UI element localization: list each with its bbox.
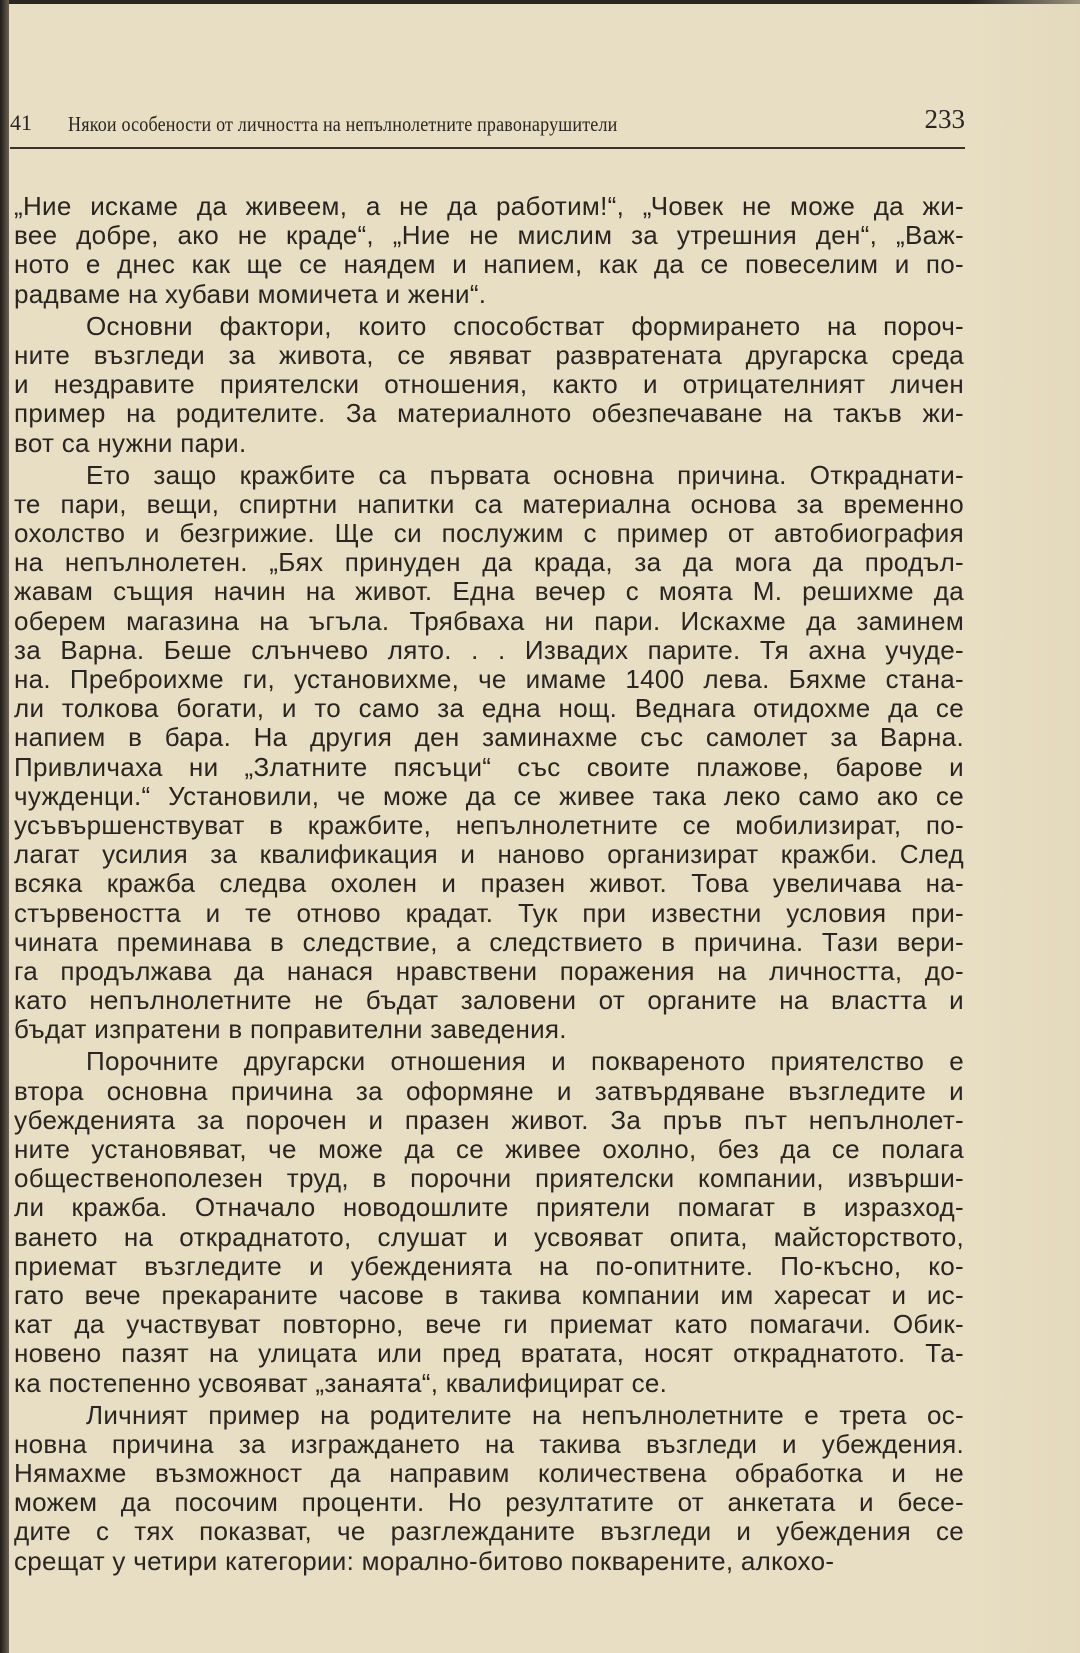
text-line: ли толкова богати, и то само за една нощ. Веднага отидохме да се [14, 693, 964, 724]
text-line: бъдат изпратени в поправителни заведения. [14, 1014, 567, 1045]
text-line: и нездравите приятелски отношения, както и отрицателният личен [14, 369, 964, 400]
text-line: чината преминава в следствие, а следствието в причина. Тази вери- [14, 926, 964, 957]
text-line: ните установяват, че може да се живее охолно, без да се полага [14, 1134, 964, 1164]
text-line: жавам същия начин на живот. Една вечер с моята М. решихме да [14, 576, 964, 607]
text-line: охолство и безгрижие. Ще си послужим с пример от автобиография [14, 518, 964, 549]
header-rule [10, 147, 965, 149]
body-text [14, 192, 964, 1579]
text-line: вее добре, ако не краде“, „Ние не мислим за утрешния ден“, „Важ- [14, 220, 964, 251]
text-line: ните възгледи за живота, се явяват развратената другарска среда [14, 339, 964, 370]
paragraph [14, 1401, 964, 1576]
text-line: ка постепенно усвояват „занаята“, квалифицират се. [14, 1367, 668, 1398]
text-line: Личният пример на родителите на непълнолетните е трета ос- [86, 1399, 964, 1430]
text-line: ването на откраднатото, слушат и усвояват опита, майсторството, [14, 1221, 964, 1252]
text-line: на. Преброихме ги, установихме, че имаме 1400 лева. Бяхме стана- [14, 664, 964, 694]
text-line: те пари, вещи, спиртни напитки са материална основа за временно [14, 488, 964, 519]
text-line: можем да посочим проценти. Но резултатите от анкетата и бесе- [14, 1487, 964, 1518]
text-line: га продължава да нанася нравствени поражения на личността, до- [14, 955, 964, 986]
paragraph [14, 312, 964, 458]
running-header [10, 104, 965, 138]
paragraph [14, 1047, 964, 1397]
text-line: на непълнолетен. „Бях принуден да крада, за да мога да продъл- [14, 547, 964, 578]
text-line: Привличаха ни „Златните пясъци“ със своите плажове, барове и [14, 751, 964, 782]
paragraph [14, 461, 964, 1045]
text-line: ли кражба. Отначало новодошлите приятели помагат в изразход- [14, 1192, 964, 1223]
paper-shading [970, 0, 1080, 1653]
text-line: лагат усилия за квалификация и наново организират кражби. След [14, 839, 964, 870]
text-line: усъвършенствуват в кражбите, непълнолетните се мобилизират, по- [14, 809, 964, 840]
text-line: напием в бара. На другия ден заминахме със самолет за Варна. [14, 722, 964, 753]
text-line: Основни фактори, които способстват формирането на пороч- [86, 310, 964, 341]
text-line: „Ние искаме да живеем, а не да работим!“, „Човек не може да жи- [14, 191, 964, 221]
text-line: убежденията за порочен и празен живот. За пръв път непълнолет- [14, 1104, 964, 1135]
text-line: вот са нужни пари. [14, 427, 247, 458]
text-line: оберем магазина на ъгъла. Трябваха ни пари. Искахме да заминем [14, 605, 964, 636]
scan-top-edge [0, 0, 1080, 4]
text-line: втора основна причина за оформяне и затвърдяване възгледите и [14, 1075, 964, 1106]
text-line: за Варна. Беше слънчево лято. . . Извадих парите. Тя ахна учуде- [14, 634, 964, 665]
text-line: Ето защо кражбите са първата основна причина. Откраднати- [86, 459, 964, 490]
running-title: Някои особености от личността на непълнолетните правонарушители [68, 112, 618, 136]
text-line: приемат възгледите и убежденията на по-опитните. По-късно, ко- [14, 1250, 964, 1281]
book-spine-shadow [0, 0, 9, 1653]
text-line: новено пазят на улицата или пред вратата, носят откраднатото. Та- [14, 1338, 964, 1369]
text-line: гато вече прекараните часове в такива компании им харесат и ис- [14, 1279, 964, 1310]
text-line: ното е днес как ще се наядем и напием, как да се повеселим и по- [14, 249, 964, 280]
text-line: като непълнолетните не бъдат заловени от органите на властта и [14, 985, 964, 1016]
text-line: общественополезен труд, в порочни приятелски компании, извърши- [14, 1163, 964, 1194]
text-line: новна причина за изграждането на такива възгледи и убеждения. [14, 1428, 964, 1459]
text-line: стървеността и те отново крадат. Тук при известни условия при- [14, 897, 964, 928]
paragraph [14, 192, 964, 309]
text-line: пример на родителите. За материалното обезпечаване на такъв жи- [14, 398, 964, 429]
text-line: Порочните другарски отношения и поквареното приятелство е [86, 1046, 964, 1077]
text-line: срещат у четири категории: морално-битово покварените, алкохо- [14, 1545, 835, 1576]
page-number: 233 [924, 104, 965, 134]
text-line: радваме на хубави момичета и жени“. [14, 278, 487, 309]
section-number: 41 [10, 110, 32, 135]
text-line: Нямахме възможност да направим количествена обработка и не [14, 1458, 964, 1489]
text-line: кат да участвуват повторно, вече ги приемат като помагачи. Обик- [14, 1309, 964, 1340]
text-line: дите с тях показват, че разглежданите възгледи и убеждения се [14, 1516, 964, 1547]
text-line: всяка кражба следва охолен и празен живот. Това увеличава на- [14, 868, 964, 899]
text-line: чужденци.“ Установили, че може да се живее така леко само ако се [14, 780, 964, 811]
